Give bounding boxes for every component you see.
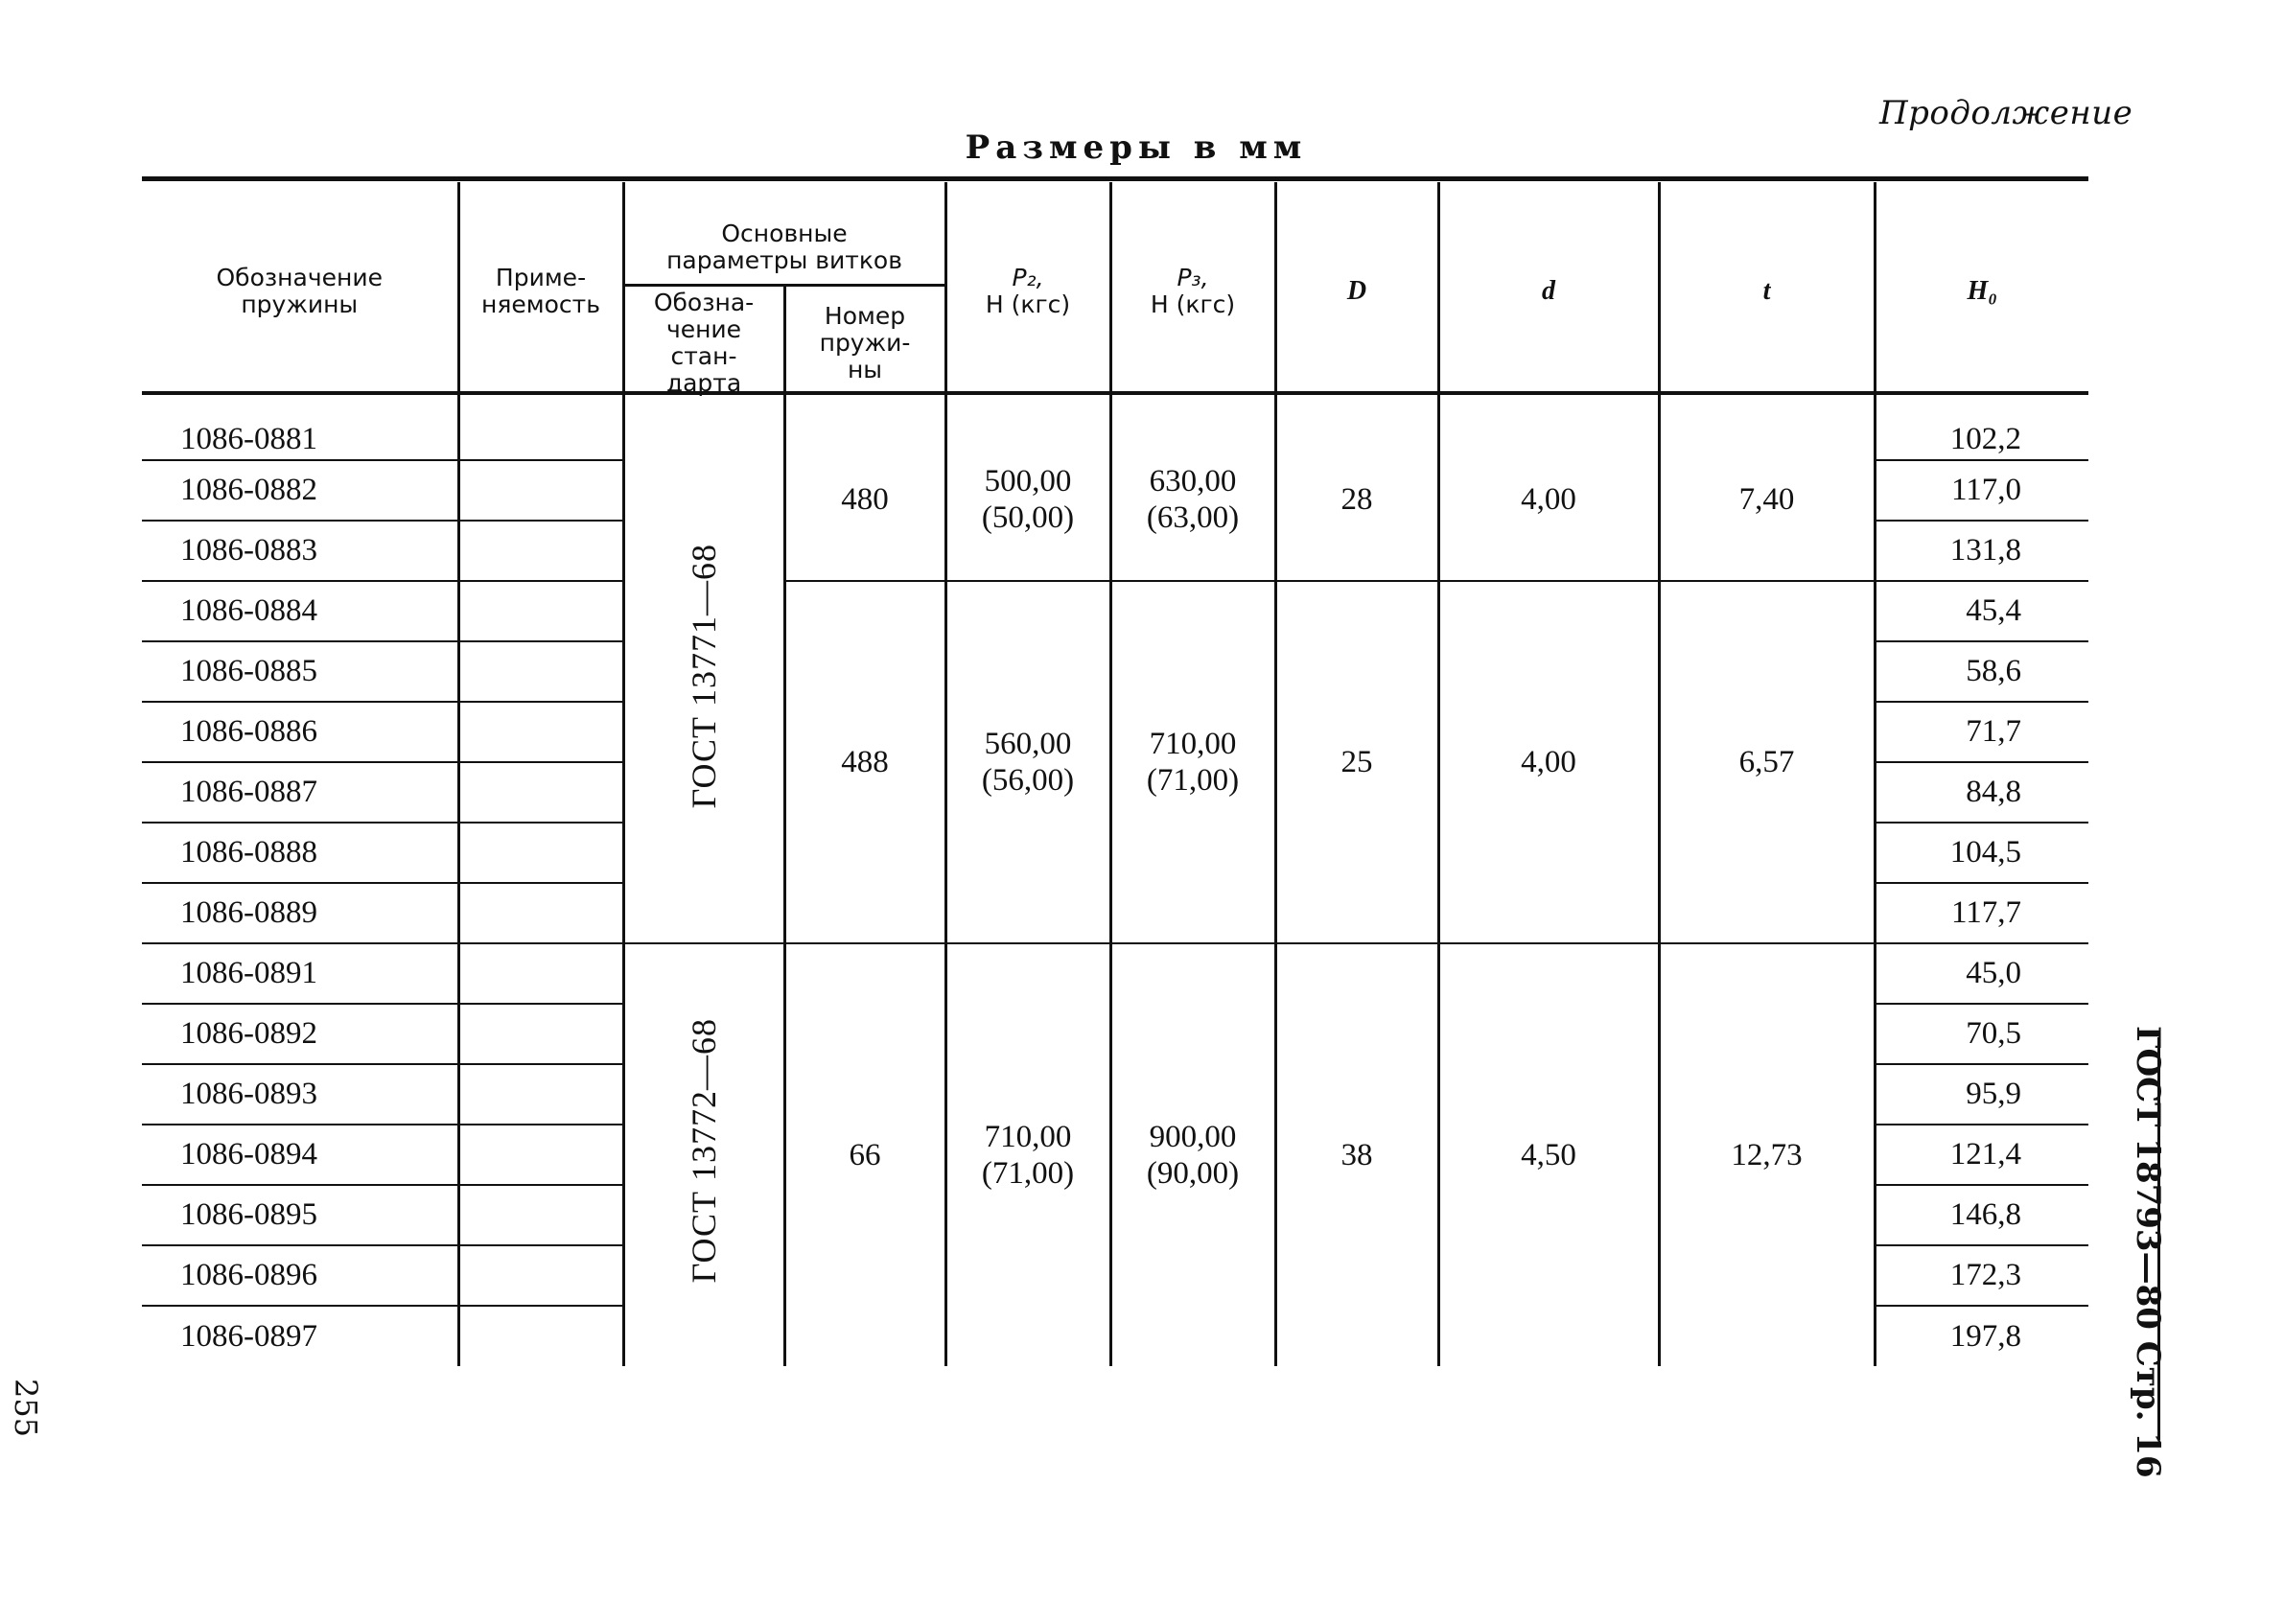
h0-cell: 146,8 — [1875, 1185, 2088, 1245]
spring-code: 1086-0894 — [142, 1125, 458, 1185]
table-row — [142, 943, 2088, 1004]
p2-cell — [945, 581, 1110, 943]
t-cell: 7,40 — [1659, 400, 1875, 581]
table-row — [142, 400, 2088, 460]
h0-cell: 58,6 — [1875, 641, 2088, 702]
applicability-cell — [458, 641, 623, 702]
header-p3 — [1110, 182, 1275, 400]
t-cell: 6,57 — [1659, 581, 1875, 943]
spring-code: 1086-0882 — [142, 460, 458, 521]
t-cell: 12,73 — [1659, 943, 1875, 1366]
continuation-label: Продолжение — [1879, 94, 2133, 132]
standard-cell — [623, 943, 784, 1366]
applicability-cell — [458, 1245, 623, 1306]
D-cell: 38 — [1275, 943, 1438, 1366]
header-p3-unit: Н (кгс) — [1150, 290, 1236, 318]
p3-cell — [1110, 581, 1275, 943]
standard-label: ГОСТ 13772—68 — [685, 1018, 723, 1284]
spring-code: 1086-0889 — [142, 883, 458, 943]
h0-cell: 197,8 — [1875, 1306, 2088, 1366]
applicability-cell — [458, 702, 623, 762]
header-p2-symbol: P₂, — [1012, 263, 1044, 291]
spring-number-cell: 66 — [784, 943, 945, 1366]
header-spring-number: Номер пружи-ны — [784, 286, 945, 401]
applicability-cell — [458, 460, 623, 521]
d-cell: 4,50 — [1438, 943, 1659, 1366]
p2-cell — [945, 400, 1110, 581]
h0-cell: 117,7 — [1875, 883, 2088, 943]
header-d: d — [1438, 182, 1659, 400]
applicability-cell — [458, 1306, 623, 1366]
p2-kgf: (71,00) — [981, 1156, 1075, 1191]
p3-kgf: (90,00) — [1146, 1156, 1240, 1191]
applicability-cell — [458, 762, 623, 823]
spring-code: 1086-0895 — [142, 1185, 458, 1245]
applicability-cell — [458, 521, 623, 581]
header-designation: Обозначение пружины — [142, 182, 458, 400]
p3-kgf: (71,00) — [1146, 763, 1240, 798]
page-number: 255 — [8, 1379, 44, 1438]
h0-cell: 117,0 — [1875, 460, 2088, 521]
p3-value: 710,00 — [1149, 727, 1237, 761]
applicability-cell — [458, 400, 623, 460]
table-row — [142, 581, 2088, 641]
header-t: t — [1659, 182, 1875, 400]
applicability-cell — [458, 1125, 623, 1185]
d-cell: 4,00 — [1438, 581, 1659, 943]
h0-cell: 102,2 — [1875, 400, 2088, 460]
standard-cell — [623, 400, 784, 943]
p3-kgf: (63,00) — [1146, 500, 1240, 535]
spring-code: 1086-0883 — [142, 521, 458, 581]
spring-code: 1086-0897 — [142, 1306, 458, 1366]
spring-code: 1086-0884 — [142, 581, 458, 641]
header-D: D — [1275, 182, 1438, 400]
applicability-cell — [458, 1064, 623, 1125]
spring-code: 1086-0888 — [142, 823, 458, 883]
p2-kgf: (50,00) — [981, 500, 1075, 535]
spring-number-cell: 488 — [784, 581, 945, 943]
h0-cell: 71,7 — [1875, 702, 2088, 762]
p2-kgf: (56,00) — [981, 763, 1075, 798]
header-p2 — [945, 182, 1110, 400]
header-p3-symbol: P₃, — [1177, 263, 1209, 291]
p2-value: 500,00 — [984, 464, 1072, 499]
p2-value: 710,00 — [984, 1120, 1072, 1154]
spring-code: 1086-0887 — [142, 762, 458, 823]
p2-value: 560,00 — [984, 727, 1072, 761]
h0-cell: 70,5 — [1875, 1004, 2088, 1064]
spring-code: 1086-0886 — [142, 702, 458, 762]
header-std-designation: Обозна-чение стан-дарта — [623, 286, 784, 401]
spring-code: 1086-0892 — [142, 1004, 458, 1064]
p3-value: 630,00 — [1149, 464, 1237, 499]
applicability-cell — [458, 823, 623, 883]
p3-cell — [1110, 400, 1275, 581]
h0-cell: 131,8 — [1875, 521, 2088, 581]
header-H0: H₀ — [1875, 182, 2088, 400]
p2-cell — [945, 943, 1110, 1366]
h0-cell: 45,4 — [1875, 581, 2088, 641]
D-cell: 28 — [1275, 400, 1438, 581]
header-p2-unit: Н (кгс) — [985, 290, 1071, 318]
h0-cell: 84,8 — [1875, 762, 2088, 823]
p3-cell — [1110, 943, 1275, 1366]
spring-code: 1086-0881 — [142, 400, 458, 460]
standard-label: ГОСТ 13771—68 — [685, 544, 723, 809]
h0-cell: 172,3 — [1875, 1245, 2088, 1306]
spring-code: 1086-0885 — [142, 641, 458, 702]
d-cell: 4,00 — [1438, 400, 1659, 581]
applicability-cell — [458, 943, 623, 1004]
D-cell: 25 — [1275, 581, 1438, 943]
spring-spec-table — [142, 182, 2088, 1366]
h0-cell: 45,0 — [1875, 943, 2088, 1004]
header-coil-params: Основные параметры витков — [623, 182, 945, 286]
applicability-cell — [458, 1004, 623, 1064]
h0-cell: 104,5 — [1875, 823, 2088, 883]
h0-cell: 121,4 — [1875, 1125, 2088, 1185]
applicability-cell — [458, 581, 623, 641]
h0-cell: 95,9 — [1875, 1064, 2088, 1125]
spring-code: 1086-0893 — [142, 1064, 458, 1125]
applicability-cell — [458, 883, 623, 943]
spring-code: 1086-0896 — [142, 1245, 458, 1306]
spring-code: 1086-0891 — [142, 943, 458, 1004]
header-applicability: Приме-няемость — [458, 182, 623, 400]
side-stamp: ГОСТ 18793—80 Стр. 16 — [2129, 1026, 2167, 1478]
applicability-cell — [458, 1185, 623, 1245]
p3-value: 900,00 — [1149, 1120, 1237, 1154]
units-caption: Размеры в мм — [965, 128, 1308, 167]
spring-number-cell: 480 — [784, 400, 945, 581]
table-top-rule — [142, 176, 2088, 181]
